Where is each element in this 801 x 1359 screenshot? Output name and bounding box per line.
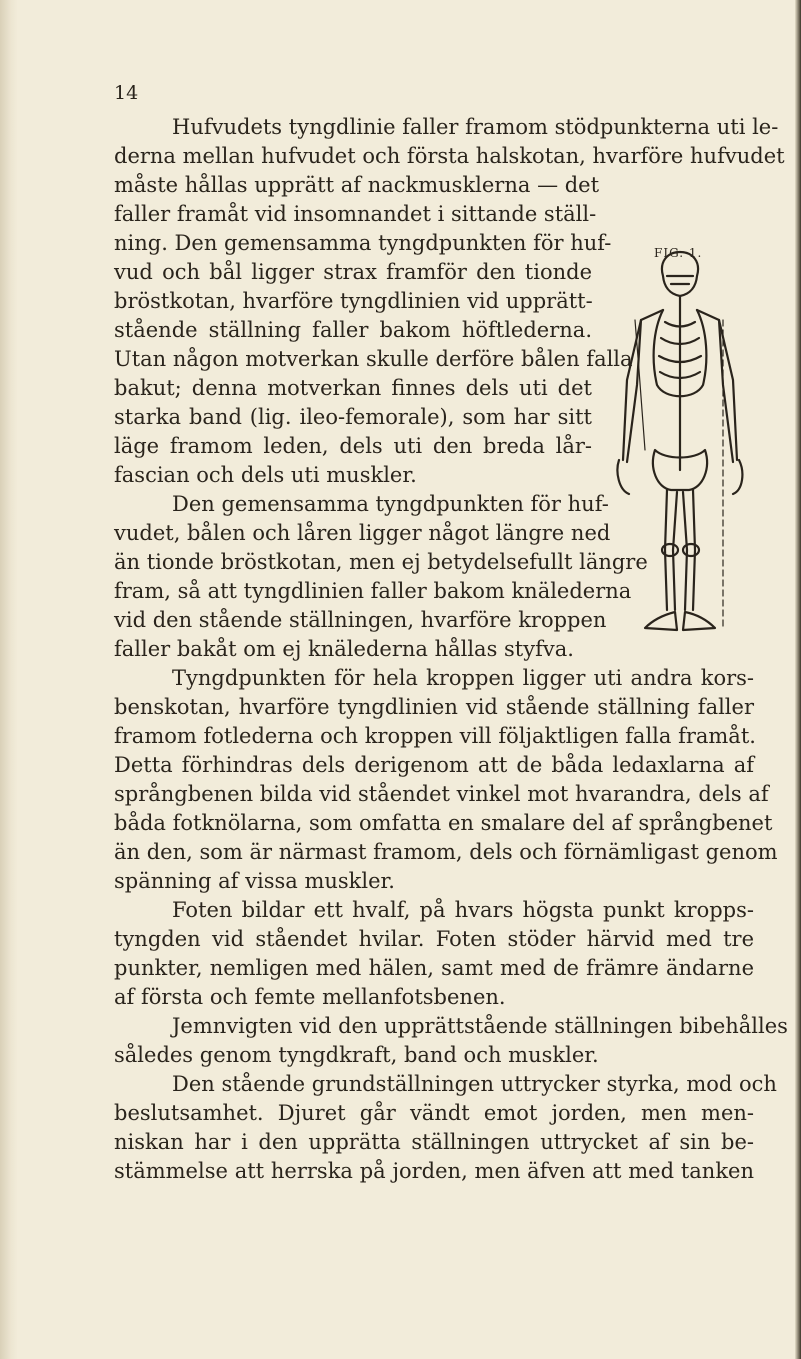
- text-line: således genom tyngdkraft, band och muskler.: [114, 1043, 599, 1067]
- text-line: Den gemensamma tyngdpunkten för huf-: [172, 492, 609, 516]
- page-number: 14: [114, 82, 139, 104]
- text-line: framom fotlederna och kroppen vill följaktligen falla framåt.: [114, 724, 756, 748]
- text-line: spänning af vissa muskler.: [114, 869, 395, 893]
- text-line: vud och bål ligger strax framför den tionde: [114, 260, 592, 284]
- text-line: ning. Den gemensamma tyngdpunkten för huf-: [114, 231, 612, 255]
- text-line: språngbenen bilda vid ståendet vinkel mot hvarandra, dels af: [114, 782, 769, 806]
- text-line: båda fotknölarna, som omfatta en smalare del af språngbenet: [114, 811, 773, 835]
- text-line: fram, så att tyngdlinien faller bakom knälederna: [114, 579, 632, 603]
- text-line: Foten bildar ett hvalf, på hvars högsta punkt kropps-: [172, 898, 754, 922]
- text-line: Hufvudets tyngdlinie faller framom stödpunkterna uti le-: [172, 115, 779, 139]
- text-line: Utan någon motverkan skulle derföre bålen falla: [114, 347, 633, 371]
- text-line: benskotan, hvarföre tyngdlinien vid stående ställning faller: [114, 695, 754, 719]
- paragraph-4: [114, 896, 754, 1012]
- skeleton-figure: [605, 210, 755, 640]
- paragraph-6: [114, 1070, 777, 1186]
- text-line: vudet, bålen och låren ligger något längre ned: [114, 521, 611, 545]
- text-line: Detta förhindras dels derigenom att de båda ledaxlarna af: [114, 753, 754, 777]
- text-line: än den, som är närmast framom, dels och förnämligast genom: [114, 840, 778, 864]
- page-binding-edge: [0, 0, 18, 1359]
- text-line: läge framom leden, dels uti den breda lår-: [114, 434, 592, 458]
- text-line: stående ställning faller bakom höftlederna.: [114, 318, 592, 342]
- figure-label: FIG. 1.: [654, 246, 703, 260]
- text-line: Den stående grundställningen uttrycker styrka, mod och: [172, 1072, 777, 1096]
- text-line: af första och femte mellanfotsbenen.: [114, 985, 506, 1009]
- text-line: bröstkotan, hvarföre tyngdlinien vid upprätt-: [114, 289, 593, 313]
- paragraph-5: [114, 1012, 788, 1070]
- text-line: måste hållas upprätt af nackmusklerna — det: [114, 173, 600, 197]
- text-line: Tyngdpunkten för hela kroppen ligger uti andra kors-: [172, 666, 754, 690]
- text-line: fascian och dels uti muskler.: [114, 463, 417, 487]
- text-line: Jemnvigten vid den upprättstående ställningen bibehålles: [172, 1014, 788, 1038]
- paragraph-3: [114, 664, 778, 896]
- text-line: starka band (lig. ileo-femorale), som har sitt: [114, 405, 592, 429]
- text-line: faller bakåt om ej knälederna hållas styfva.: [114, 637, 574, 661]
- text-line: stämmelse att herrska på jorden, men äfven att med tanken: [114, 1159, 754, 1183]
- text-line: punkter, nemligen med hälen, samt med de främre ändarne: [114, 956, 754, 980]
- text-line: än tionde bröstkotan, men ej betydelsefullt längre: [114, 550, 648, 574]
- text-line: derna mellan hufvudet och första halskotan, hvarföre hufvudet: [114, 144, 785, 168]
- text-line: tyngden vid ståendet hvilar. Foten stöder härvid med tre: [114, 927, 754, 951]
- text-line: beslutsamhet. Djuret går vändt emot jorden, men men-: [114, 1101, 754, 1125]
- text-line: faller framåt vid insomnandet i sittande ställ-: [114, 202, 597, 226]
- page-outer-edge: [795, 0, 801, 1359]
- text-line: vid den stående ställningen, hvarföre kroppen: [114, 608, 607, 632]
- text-line: bakut; denna motverkan finnes dels uti det: [114, 376, 592, 400]
- text-line: niskan har i den upprätta ställningen uttrycket af sin be-: [114, 1130, 754, 1154]
